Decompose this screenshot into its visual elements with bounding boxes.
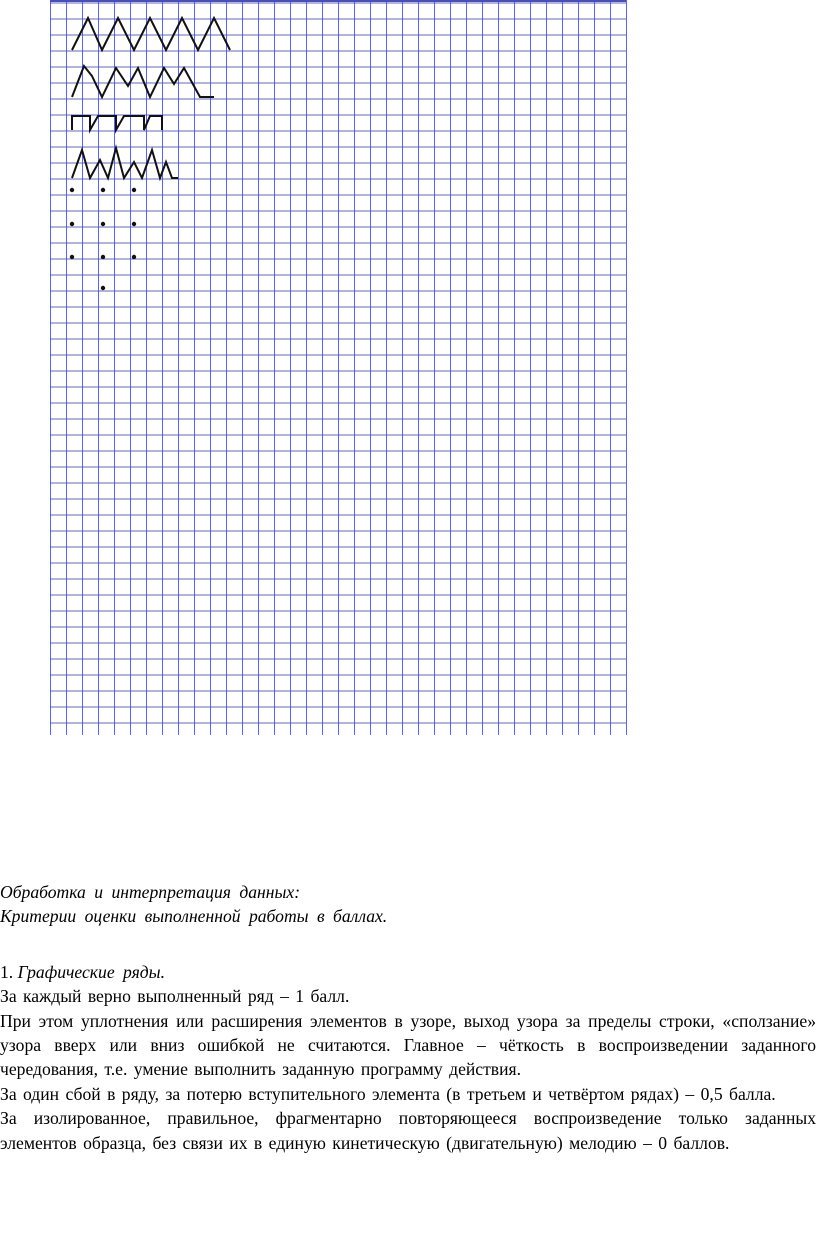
scoring-line: За каждый верно выполненный ряд – 1 балл. [0, 986, 350, 1007]
scoring-paragraph-1: При этом уплотнения или расширения элементов в узоре, выход узора за пределы строки, «сползание» узора вверх или вниз ошибкой не считаются. Главное – чёткость в воспроизведении заданного чередования, т.е. умение выполнить заданную программу действия. [0, 1010, 816, 1080]
scoring-paragraph-2: За один сбой в ряду, за потерю вступительного элемента (в третьем и четвёртом рядах) – 0,5 балла. [0, 1083, 776, 1104]
pattern-dot [101, 188, 105, 192]
pattern-dot [132, 188, 136, 192]
pattern-dot [101, 286, 105, 290]
evaluation-text [0, 880, 816, 1155]
section-title [0, 960, 816, 984]
section-title-text: Графические ряды. [17, 961, 165, 982]
heading-processing: Обработка и интерпретация данных: [0, 882, 301, 902]
grid-worksheet [50, 0, 630, 735]
scoring-paragraph-3: За изолированное, правильное, фрагментарно повторяющееся воспроизведение только заданных элементов образца, без связи их в единую кинетическую (двигательную) мелодию – 0 баллов. [0, 1108, 816, 1153]
pattern-dot [70, 188, 74, 192]
pattern-zigzag [72, 18, 230, 50]
pattern-dot [70, 255, 74, 259]
section-number: 1. [0, 961, 14, 982]
heading-criteria: Критерии оценки выполненной работы в баллах. [0, 906, 388, 927]
pattern-dot [101, 222, 105, 226]
pattern-dot [132, 222, 136, 226]
pattern-dot [132, 255, 136, 259]
pattern-dot [101, 255, 105, 259]
pattern-arch-zigzag [72, 66, 214, 97]
pattern-meander [72, 116, 162, 130]
pattern-dot [70, 222, 74, 226]
